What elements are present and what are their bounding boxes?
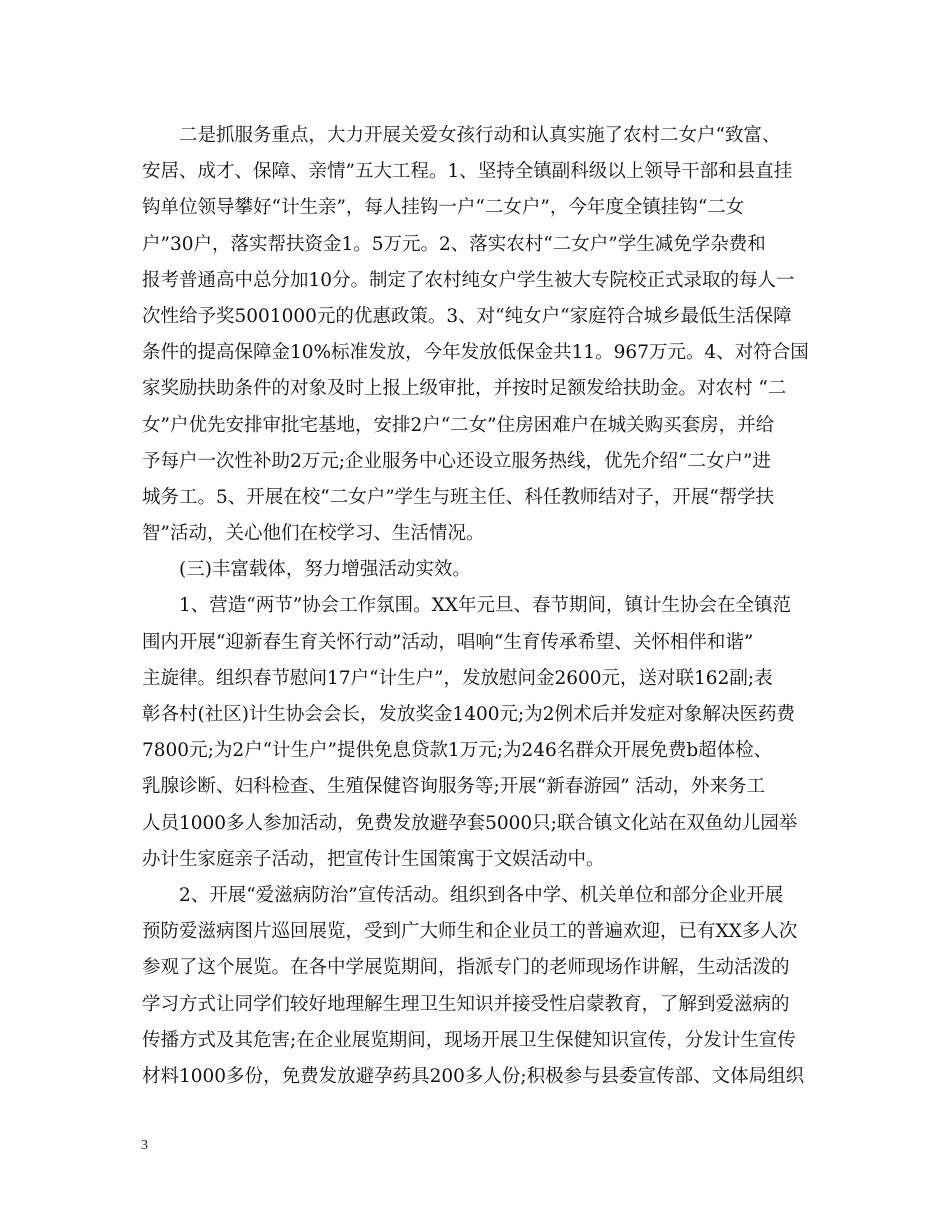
text-line: 围内开展“迎新春生育关怀行动”活动，唱响“生育传承希望、关怀相伴和谐”: [142, 631, 754, 653]
text-line: 彰各村(社区)计生协会会长，发放奖金1400元;为2例术后并发症对象解决医药费: [142, 704, 796, 725]
text-line: 条件的提高保障金10%标准发放，今年发放低保金共11。967万元。4、对符合国: [142, 342, 809, 364]
text-line: (三)丰富载体，努力增强活动实效。: [142, 559, 471, 581]
page-number: 3: [141, 1138, 148, 1153]
text-line: 材料1000多份，免费发放避孕药具200多人份;积极参与县委宣传部、文体局组织: [142, 1065, 805, 1087]
text-line: 办计生家庭亲子活动，把宣传计生国策寓于文娱活动中。: [142, 848, 605, 870]
text-line: 城务工。5、开展在校“二女户”学生与班主任、科任教师结对子，开展“帮学扶: [142, 486, 775, 508]
text-line: 传播方式及其危害;在企业展览期间，现场开展卫生保健知识宣传，分发计生宣传: [142, 1029, 796, 1051]
text-line: 2、开展“爱滋病防治”宣传活动。组织到各中学、机关单位和部分企业开展: [142, 884, 784, 906]
text-line: 主旋律。组织春节慰问17户“计生户”，发放慰问金2600元，送对联162副;表: [142, 667, 773, 689]
text-line: 予每户一次性补助2万元;企业服务中心还设立服务热线，优先介绍“二女户”进: [142, 450, 771, 472]
text-line: 1、营造“两节”协会工作氛围。XX年元旦、春节期间，镇计生协会在全镇范: [142, 595, 792, 617]
text-line: 乳腺诊断、妇科检查、生殖保健咨询服务等;开展“新春游园” 活动，外来务工: [142, 776, 766, 798]
text-line: 学习方式让同学们较好地理解生理卫生知识并接受性启蒙教育，了解到爱滋病的: [142, 993, 790, 1015]
text-line: 智”活动，关心他们在校学习、生活情况。: [142, 523, 485, 545]
text-line: 报考普通高中总分加10分。制定了农村纯女户学生被大专院校正式录取的每人一: [142, 269, 795, 291]
text-line: 女”户优先安排审批宅基地，安排2户“二女”住房困难户在城关购买套房，并给: [142, 414, 775, 436]
text-line: 二是抓服务重点，大力开展关爱女孩行动和认真实施了农村二女户“致富、: [142, 125, 781, 146]
text-line: 钩单位领导攀好“计生亲”，每人挂钩一户“二女户”，今年度全镇挂钩“二女: [142, 197, 745, 219]
text-line: 参观了这个展览。在各中学展览期间，指派专门的老师现场作讲解，生动活泼的: [142, 957, 790, 979]
text-line: 家奖励扶助条件的对象及时上报上级审批，并按时足额发给扶助金。对农村 “二: [142, 378, 787, 400]
body-text: [142, 118, 812, 1095]
text-line: 安居、成才、保障、亲情”五大工程。1、坚持全镇副科级以上领导干部和县直挂: [142, 161, 793, 183]
text-line: 人员1000多人参加活动，免费发放避孕套5000只;联合镇文化站在双鱼幼儿园举: [142, 812, 798, 834]
text-line: 7800元;为2户“计生户”提供免息贷款1万元;为246名群众开展免费b超体检、: [142, 740, 773, 762]
text-line: 预防爱滋病图片巡回展览，受到广大师生和企业员工的普遍欢迎，已有XX多人次: [142, 921, 798, 943]
text-line: 户”30户，落实帮扶资金1。5万元。2、落实农村“二女户”学生减免学杂费和: [142, 233, 766, 255]
text-line: 次性给予奖5001000元的优惠政策。3、对“纯女户“家庭符合城乡最低生活保障: [142, 305, 792, 327]
